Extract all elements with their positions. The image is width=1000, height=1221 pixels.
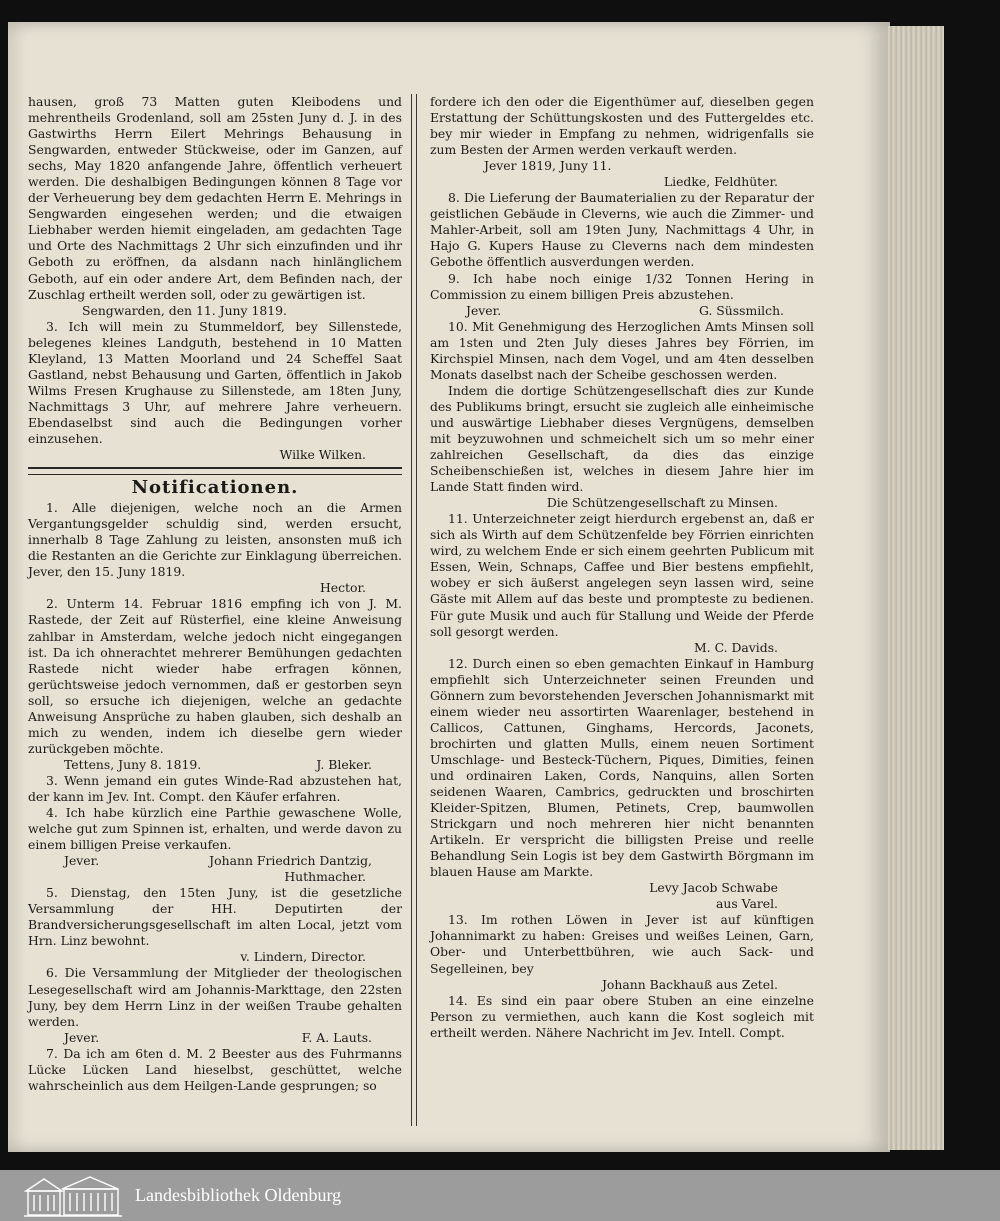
library-building-icon xyxy=(22,1173,128,1218)
notice-text: 7. Da ich am 6ten d. M. 2 Beester aus des Fuhrmanns Lücke Lücken Land hieselbst, geschüttet, welche wahrscheinlich aus dem Heilgen-Lande gesprungen; so xyxy=(28,1045,402,1093)
section-heading: Notificationen. xyxy=(131,477,299,499)
notice-signature: Hector. xyxy=(319,580,366,596)
left-column xyxy=(28,94,402,1094)
notice-text: Indem die dortige Schützengesellschaft dies zur Kunde des Publikums bringt, ersucht sie zugleich alle einheimische und auswärtige Liebhaber dieses Vergnügens, demselben mit beyzuwohnen und schmeichelt sich um so mehr einer zahlreichen Gesellschaft, da dies das einzige Scheibenschießen ist, welches in diesem Jahre hier im Lande Statt finden wird. xyxy=(430,382,814,495)
notice-signature: F. A. Lauts. xyxy=(301,1029,372,1045)
notice-text: 5. Dienstag, den 15ten Juny, ist die gesetzliche Versammlung der HH. Deputirten der Brandversicherungsgesellschaft im alten Local, jetzt vom Hrn. Linz bewohnt. xyxy=(28,885,402,949)
notice-place: Jever. xyxy=(64,853,100,869)
right-column xyxy=(430,94,814,1041)
notice-text: 1. Alle diejenigen, welche noch an die Armen Vergantungsgelder schuldig sind, werden ersucht, innerhalb 8 Tage Zahlung zu leisten, ansonsten muß ich die Restanten an die Gerichte zur Einklagung überreichen. Jever, den 15. Juny 1819. xyxy=(28,500,402,580)
notice-place: Jever. xyxy=(466,302,502,318)
notice-signature: Johann Friedrich Dantzig, xyxy=(209,853,372,869)
section-divider xyxy=(28,467,402,475)
notice-text: 11. Unterzeichneter zeigt hierdurch ergebenst an, daß er sich als Wirth auf dem Schützenfelde bey Förrien einrichten wird, zu welchem Ende er sich einem geehrten Publicum mit Essen, Wein, Schnaps, Caffee und Bier bestens empfiehlt, wobey er sich äußerst angelegen seyn lassen wird, seine Gäste mit Allem auf das beste und prompteste zu bedienen. Für gute Musik und auch für Stallung und Weide der Pferde soll gesorgt werden. xyxy=(430,511,814,639)
notice-text: 13. Im rothen Löwen in Jever ist auf künftigen Johannimarkt zu haben: Greises und weißes Leinen, Garn, Ober- und Unterbettbühren, wie auch Sack- und Segelleinen, bey xyxy=(430,912,814,976)
notice-text: 12. Durch einen so eben gemachten Einkauf in Hamburg empfiehlt sich Unterzeichneter seinen Freunden und Gönnern zum bevorstehenden Jeverschen Johannismarkt mit einem wieder neu assortirten Waarenlager, bestehend in Callicos, Cattunen, Ginghams, Hercords, Jaconets, brochirten und glatten Mulls, einem neuen Sortiment Umschlage- und Besteck-Tüchern, Piques, Dimities, feinen und ordinairen Laken, Cords, Nanquins, allen Sorten seidenen Waaren, Cambrics, gedruckten und broschirten Kleider-Spitzen, Blumen, Petinets, Crep, baumwollen Strickgarn und noch mehreren hier nicht benannten Artikeln. Er verspricht die billigsten Preise und reelle Behandlung Sein Logis ist bey dem Gastwirth Börgmann im blauen Hause am Markte. xyxy=(430,655,814,880)
notice-footer xyxy=(28,853,402,869)
article-text: hausen, groß 73 Matten guten Kleibodens und mehrentheils Grodenland, soll am 25sten Juny d. J. in des Gastwirths Herrn Eilert Mehrings Behausung in Sengwarden, entweder Stückweise, oder im Ganzen, auf sechs, May 1820 anfangende Jahre, öffentlich verheuert werden. Die deshalbigen Bedingungen können 8 Tage vor der Verheuerung bey dem gedachten Herrn E. Mehrings in Sengwarden eingesehen werden; und die etwaigen Liebhaber werden hiemit eingeladen, am gedachten Tage und Orte des Nachmittags 2 Uhr sich einzufinden und ihr Geboth zu eröffnen, da alsdann nach hinlänglichem Geboth, auf ein oder andere Art, dem Befinden nach, der Zuschlag ertheilt werden soll, oder zu gewärtigen ist. xyxy=(28,94,402,302)
library-name: Landesbibliothek Oldenburg xyxy=(135,1185,342,1205)
article-signature: Wilke Wilken. xyxy=(279,447,366,463)
column-divider xyxy=(411,94,417,1126)
notice-text: 8. Die Lieferung der Baumaterialien zu der Reparatur der geistlichen Gebäude in Cleverns, wie auch die Zimmer- und Mahler-Arbeit, soll am 19ten Juny, Nachmittags 4 Uhr, in Hajo G. Kupers Hause zu Cleverns nach dem mindesten Gebothe öffentlich ausverdungen werden. xyxy=(430,190,814,270)
notice-signature: Johann Backhauß aus Zetel. xyxy=(601,976,778,992)
notice-text: fordere ich den oder die Eigenthümer auf, dieselben gegen Erstattung der Schüttungskosten und des Futtergeldes etc. bey mir wieder in Empfang zu nehmen, widrigenfalls sie zum Besten der Armen werden verkauft werden. xyxy=(430,94,814,158)
notice-place-date: Tettens, Juny 8. 1819. xyxy=(64,756,202,772)
library-banner xyxy=(0,1170,1000,1221)
notice-signature: Liedke, Feldhüter. xyxy=(663,174,778,190)
notice-place: Jever. xyxy=(64,1029,100,1045)
notice-signature-title: Huthmacher. xyxy=(284,869,366,885)
notice-signature: Levy Jacob Schwabe xyxy=(649,880,778,896)
notice-signature: v. Lindern, Director. xyxy=(240,949,366,965)
notice-place-date: Jever 1819, Juny 11. xyxy=(484,158,612,174)
notice-signature-origin: aus Varel. xyxy=(715,896,778,912)
notice-footer xyxy=(28,1030,402,1046)
article-place-date: Sengwarden, den 11. Juny 1819. xyxy=(82,302,287,318)
notice-text: 6. Die Versammlung der Mitglieder der theologischen Lesegesellschaft wird am Johannis-Markttage, den 22sten Juny, bey dem Herrn Linz in der weißen Traube gehalten werden. xyxy=(28,965,402,1029)
notice-signature: Die Schützengesellschaft zu Minsen. xyxy=(546,495,778,511)
notice-text: 2. Unterm 14. Februar 1816 empfing ich von J. M. Rastede, der Zeit auf Rüsterfiel, eine kleine Anweisung zahlbar in Amsterdam, welche jedoch nicht eingegangen ist. Da ich ohnerachtet mehrerer Bemühungen gedachten Rastede nicht wieder habe erfragen können, gerüchtsweise jedoch vernommen, daß er gestorben seyn soll, so ersuche ich diejenigen, welche an gedachte Anweisung Ansprüche zu haben glauben, sich deshalb an mich zu wenden, indem ich dieselbe gern wieder zurückgeben möchte. xyxy=(28,596,402,756)
notice-signature: G. Süssmilch. xyxy=(698,302,784,318)
notice-signature: J. Bleker. xyxy=(316,756,372,772)
notice-footer xyxy=(430,303,814,319)
book-page-edges xyxy=(888,26,944,1150)
notice-text: 14. Es sind ein paar obere Stuben an eine einzelne Person zu vermiethen, auch kann die Kost sogleich mit ertheilt werden. Nähere Nachricht im Jev. Intell. Compt. xyxy=(430,992,814,1040)
notice-text: 9. Ich habe noch einige 1/32 Tonnen Hering in Commission zu einem billigen Preis abzustehen. xyxy=(430,270,814,302)
notice-text: 10. Mit Genehmigung des Herzoglichen Amts Minsen soll am 1sten und 2ten July dieses Jahres bey Förrien, im Kirchspiel Minsen, nach dem Vogel, und am 4ten desselben Monats daselbst nach der Scheibe geschossen werden. xyxy=(430,318,814,382)
notice-footer xyxy=(28,757,402,773)
notice-text: 3. Wenn jemand ein gutes Winde-Rad abzustehen hat, der kann im Jev. Int. Compt. den Käufer erfahren. xyxy=(28,772,402,804)
notice-text: 4. Ich habe kürzlich eine Parthie gewaschene Wolle, welche gut zum Spinnen ist, erhalten, und werde davon zu einem billigen Preise verkaufen. xyxy=(28,805,402,853)
article-text: 3. Ich will mein zu Stummeldorf, bey Sillenstede, belegenes kleines Landguth, bestehend in 10 Matten Kleyland, 13 Matten Moorland und 24 Scheffel Saat Gastland, nebst Behausung und Garten, öffentlich in Jakob Wilms Fresen Krughause zu Sillenstede, am 18ten Juny, Nachmittags 3 Uhr, auf mehrere Jahre verheuern. Ebendaselbst sind auch die Bedingungen vorher einzusehen. xyxy=(28,318,402,446)
notice-signature: M. C. Davids. xyxy=(694,639,778,655)
newspaper-page xyxy=(8,22,890,1152)
